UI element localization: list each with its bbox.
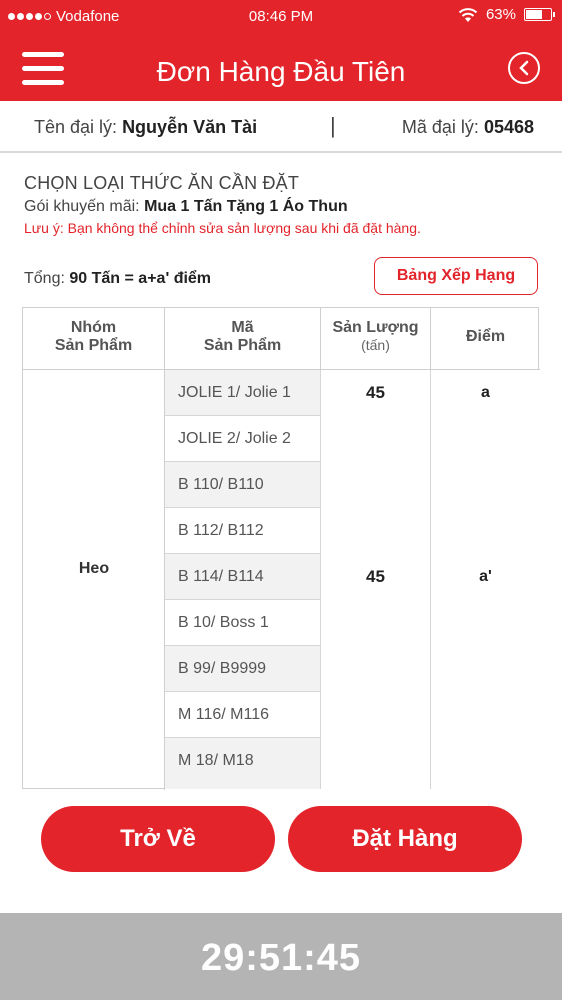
navbar [0,34,562,101]
product-code: B 112/ B112 [165,508,321,554]
place-order-button[interactable]: Đặt Hàng [288,806,522,872]
agent-separator: | [330,113,336,138]
section-title: CHỌN LOẠI THỨC ĂN CẦN ĐẶT [24,173,300,193]
header-code: Mã Sản Phẩm [165,308,321,370]
table-row [165,600,540,646]
agent-name [34,117,257,138]
product-group [23,370,165,790]
warning-note: Lưu ý: Bạn không thể chỉnh sửa sản lượng sau khi đã đặt hàng. [24,220,421,236]
product-code: B 10/ Boss 1 [165,600,321,646]
agent-code-label: Mã đại lý: [401,117,479,137]
back-button[interactable]: Trở Về [41,806,275,872]
quantity-input[interactable] [321,738,431,789]
product-code: B 99/ B9999 [165,646,321,692]
page-title: Đơn Hàng Đầu Tiên [156,56,406,87]
order-section [24,173,544,236]
total-label: Tổng: [24,270,65,287]
quantity-input[interactable] [321,462,431,508]
points-cell [431,692,540,738]
table-row [165,416,540,462]
battery-percent: 63% [485,6,516,23]
total-line [24,270,211,288]
table-row [165,370,540,416]
quantity-input[interactable] [321,416,431,462]
quantity-input[interactable] [321,646,431,692]
header-group: Nhóm Sản Phẩm [23,308,165,370]
agent-name-label: Tên đại lý: [34,117,118,137]
top-header [0,0,562,101]
promo-label: Gói khuyến mãi: [24,198,140,215]
countdown-footer [0,913,562,1000]
table-row [165,554,540,600]
product-code: M 18/ M18 [165,738,321,789]
back-arrow-icon[interactable] [508,52,540,84]
points-cell [431,738,540,789]
agent-info-bar [0,101,562,153]
promo-value: Mua 1 Tấn Tặng 1 Áo Thun [144,198,348,215]
ranking-button[interactable]: Bảng Xếp Hạng [374,257,538,295]
points-cell [431,462,540,508]
header-quantity: Sản Lượng (tấn) [321,308,431,370]
agent-code [402,117,534,138]
quantity-input[interactable] [321,508,431,554]
points-cell [431,416,540,462]
group-name: Heo [78,560,110,577]
total-value: 90 Tấn = a+a' điểm [69,270,212,287]
countdown-timer: 29:51:45 [200,937,362,979]
quantity-input[interactable] [321,692,431,738]
points-cell [431,508,540,554]
table-row [165,738,540,789]
product-code: M 116/ M116 [165,692,321,738]
quantity-input[interactable]: 45 [321,370,431,416]
status-time: 08:46 PM [248,8,314,25]
wifi-icon [458,7,478,23]
quantity-input[interactable] [321,600,431,646]
agent-code-value: 05468 [483,117,534,137]
points-cell [431,646,540,692]
agent-name-value: Nguyễn Văn Tài [122,117,258,137]
carrier-name: Vodafone [56,8,120,25]
battery-icon [524,8,552,21]
table-row [165,508,540,554]
status-right [458,6,552,23]
points-cell: a' [431,554,540,600]
table-row [165,692,540,738]
table-row [165,462,540,508]
product-code: B 114/ B114 [165,554,321,600]
product-table [22,307,539,789]
promo-line [24,198,544,216]
table-row [165,646,540,692]
points-cell [431,600,540,646]
product-code: JOLIE 2/ Jolie 2 [165,416,321,462]
product-code: B 110/ B110 [165,462,321,508]
header-points: Điểm [431,308,540,370]
product-code: JOLIE 1/ Jolie 1 [165,370,321,416]
quantity-input[interactable]: 45 [321,554,431,600]
points-cell: a [431,370,540,416]
status-bar [0,0,562,34]
